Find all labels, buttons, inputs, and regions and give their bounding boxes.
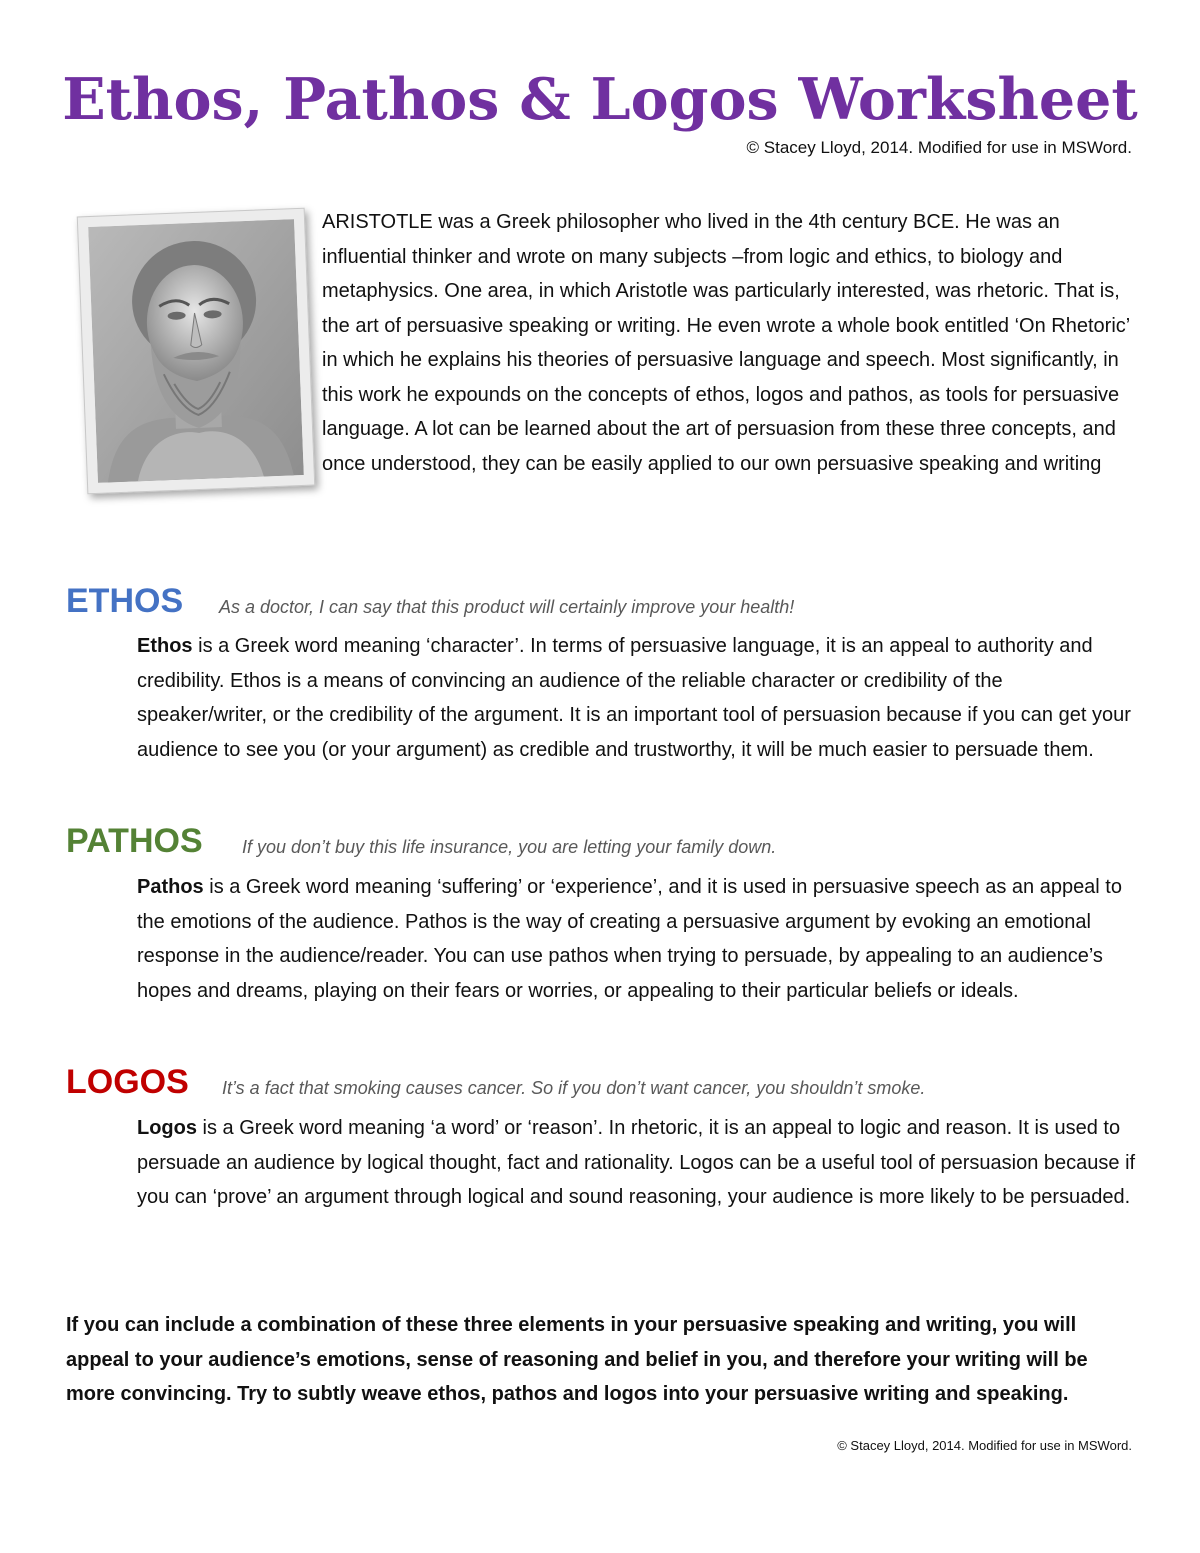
pathos-example: If you don’t buy this life insurance, you are letting your family down. [242, 837, 777, 857]
logos-heading: LOGOS [66, 1063, 189, 1101]
ethos-paragraph [137, 629, 1137, 767]
logos-term: Logos [137, 1117, 197, 1139]
pathos-paragraph [137, 870, 1137, 1008]
logos-body: is a Greek word meaning ‘a word’ or ‘reason’. In rhetoric, it is an appeal to logic and reason. It is used to persuade an audience by logical thought, fact and rationality. Logos can be a useful tool of persuasion because if you can ‘prove’ an argument through logical and sound reasoning, your audience is more likely to be persuaded. [137, 1117, 1136, 1208]
pathos-heading: PATHOS [66, 822, 203, 860]
copyright-notice-top: © Stacey Lloyd, 2014. Modified for use in MSWord. [746, 138, 1132, 157]
ethos-heading: ETHOS [66, 582, 184, 620]
copyright-notice-bottom: © Stacey Lloyd, 2014. Modified for use in MSWord. [837, 1438, 1132, 1453]
logos-paragraph [137, 1111, 1137, 1215]
logos-example: It’s a fact that smoking causes cancer. So if you don’t want cancer, you shouldn’t smoke. [222, 1078, 926, 1098]
pathos-term: Pathos [137, 876, 204, 898]
page-title: Ethos, Pathos & Logos Worksheet [62, 66, 1138, 133]
pathos-body: is a Greek word meaning ‘suffering’ or ‘experience’, and it is used in persuasive speech as an appeal to the emotions of the audience. Pathos is the way of creating a persuasive argument by evoking an emotional response in the audience/reader. You can use pathos when trying to persuade, by appealing to an audience’s hopes and dreams, playing on their fears or worries, or appealing to their particular beliefs or ideals. [137, 876, 1122, 1002]
aristotle-bust-image [88, 219, 304, 483]
conclusion-paragraph: If you can include a combination of these three elements in your persuasive speaking and writing, you will appeal to your audience’s emotions, sense of reasoning and belief in you, and therefore your writing will be more convincing. Try to subtly weave ethos, pathos and logos into your persuasive writing and speaking. [66, 1314, 1088, 1405]
ethos-example: As a doctor, I can say that this product will certainly improve your health! [219, 597, 795, 617]
aristotle-portrait [77, 208, 316, 495]
intro-paragraph: ARISTOTLE was a Greek philosopher who lived in the 4th century BCE. He was an influential thinker and wrote on many subjects –from logic and ethics, to biology and metaphysics. One area, in which Aristotle was particularly interested, was rhetoric. That is, the art of persuasive speaking or writing. He even wrote a whole book entitled ‘On Rhetoric’ in which he explains his theories of persuasive language and speech. Most significantly, in this work he expounds on the concepts of ethos, logos and pathos, as tools for persuasive language. A lot can be learned about the art of persuasion from these three concepts, and once understood, they can be easily applied to our own persuasive speaking and writing [322, 211, 1130, 475]
ethos-body: is a Greek word meaning ‘character’. In terms of persuasive language, it is an appeal to authority and credibility. Ethos is a means of convincing an audience of the reliable character or credibility of the speaker/writer, or the credibility of the argument. It is an important tool of persuasion because if you can get your audience to see you (or your argument) as credible and trustworthy, it will be much easier to persuade them. [137, 635, 1131, 761]
ethos-term: Ethos [137, 635, 193, 657]
